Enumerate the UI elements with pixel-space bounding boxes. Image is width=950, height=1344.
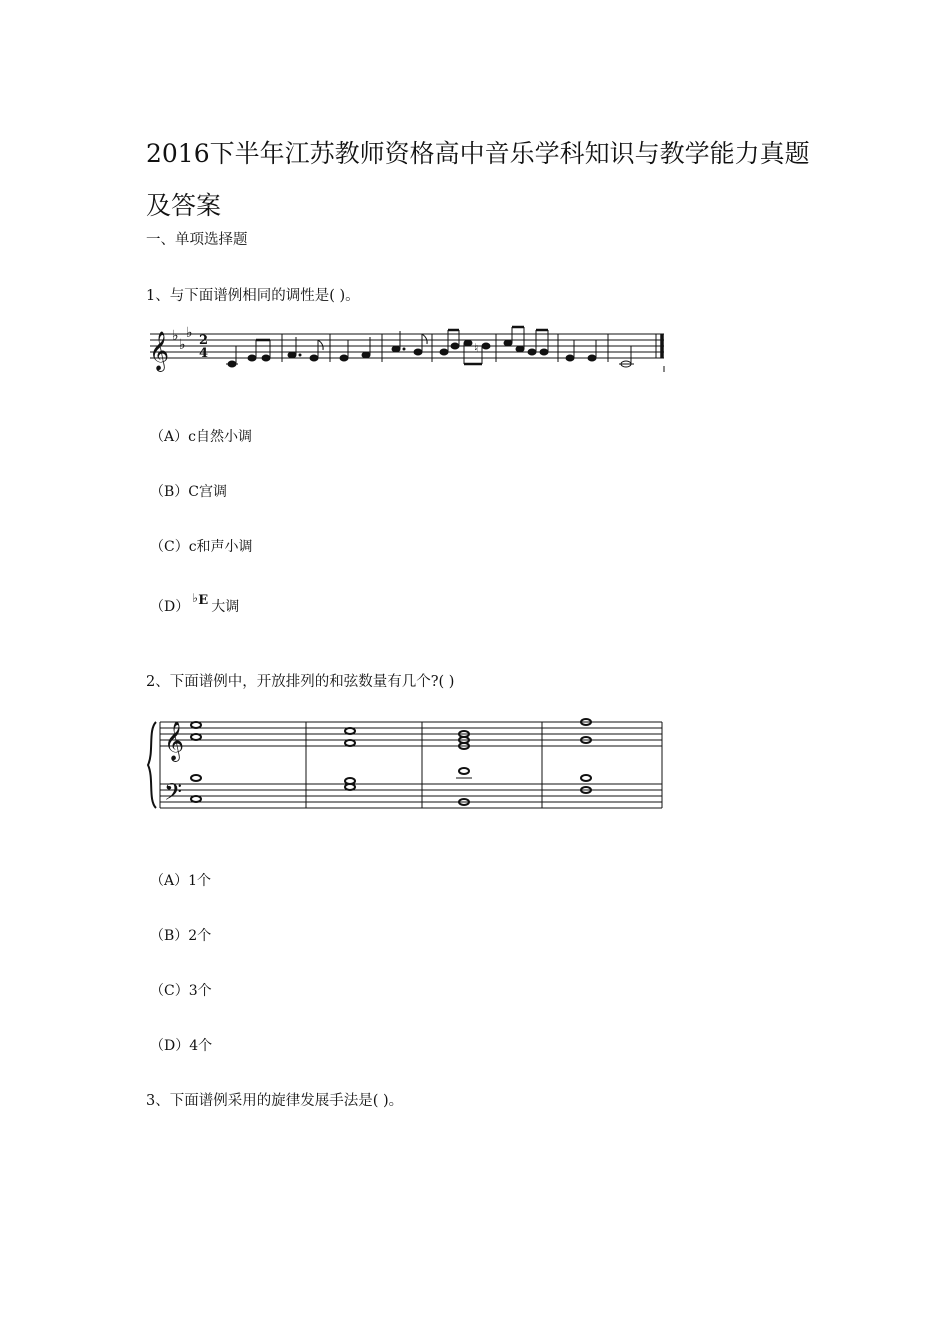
svg-text:♭: ♭ bbox=[179, 337, 186, 353]
svg-text:♮: ♮ bbox=[474, 341, 479, 355]
svg-text:𝄞: 𝄞 bbox=[164, 721, 185, 761]
svg-text:𝄞: 𝄞 bbox=[149, 331, 170, 371]
question-1-stem: 1、与下面谱例相同的调性是( )。 bbox=[146, 288, 360, 304]
q2-option-a[interactable]: （A）1个 bbox=[150, 873, 212, 889]
score-example-2 bbox=[146, 712, 666, 816]
q1-option-d[interactable]: （D） ♭ E 大调 bbox=[150, 591, 240, 615]
q1-option-a[interactable]: （A）c自然小调 bbox=[150, 429, 252, 445]
time-signature-top: 2 bbox=[199, 333, 209, 348]
svg-text:♭: ♭ bbox=[186, 325, 193, 341]
q1-option-c[interactable]: （C）c和声小调 bbox=[150, 539, 253, 555]
svg-text:♭: ♭ bbox=[172, 328, 179, 344]
q2-option-d[interactable]: （D）4个 bbox=[150, 1038, 213, 1054]
time-signature-bottom: 4 bbox=[199, 346, 209, 361]
e-flat-symbol: ♭ E bbox=[192, 591, 209, 608]
q1-option-b[interactable]: （B）C宫调 bbox=[150, 484, 228, 500]
question-3-stem: 3、下面谱例采用的旋律发展手法是( )。 bbox=[146, 1093, 404, 1109]
q2-option-b[interactable]: （B）2个 bbox=[150, 928, 212, 944]
document-title: 2016下半年江苏教师资格高中音乐学科知识与教学能力真题及答案 bbox=[146, 139, 810, 220]
question-2-stem: 2、下面谱例中，开放排列的和弦数量有几个?( ) bbox=[146, 674, 455, 690]
section-heading: 一、单项选择题 bbox=[146, 232, 248, 248]
score-example-1 bbox=[146, 322, 676, 376]
q2-option-c[interactable]: （C）3个 bbox=[150, 983, 212, 999]
svg-text:𝄢: 𝄢 bbox=[164, 778, 183, 811]
